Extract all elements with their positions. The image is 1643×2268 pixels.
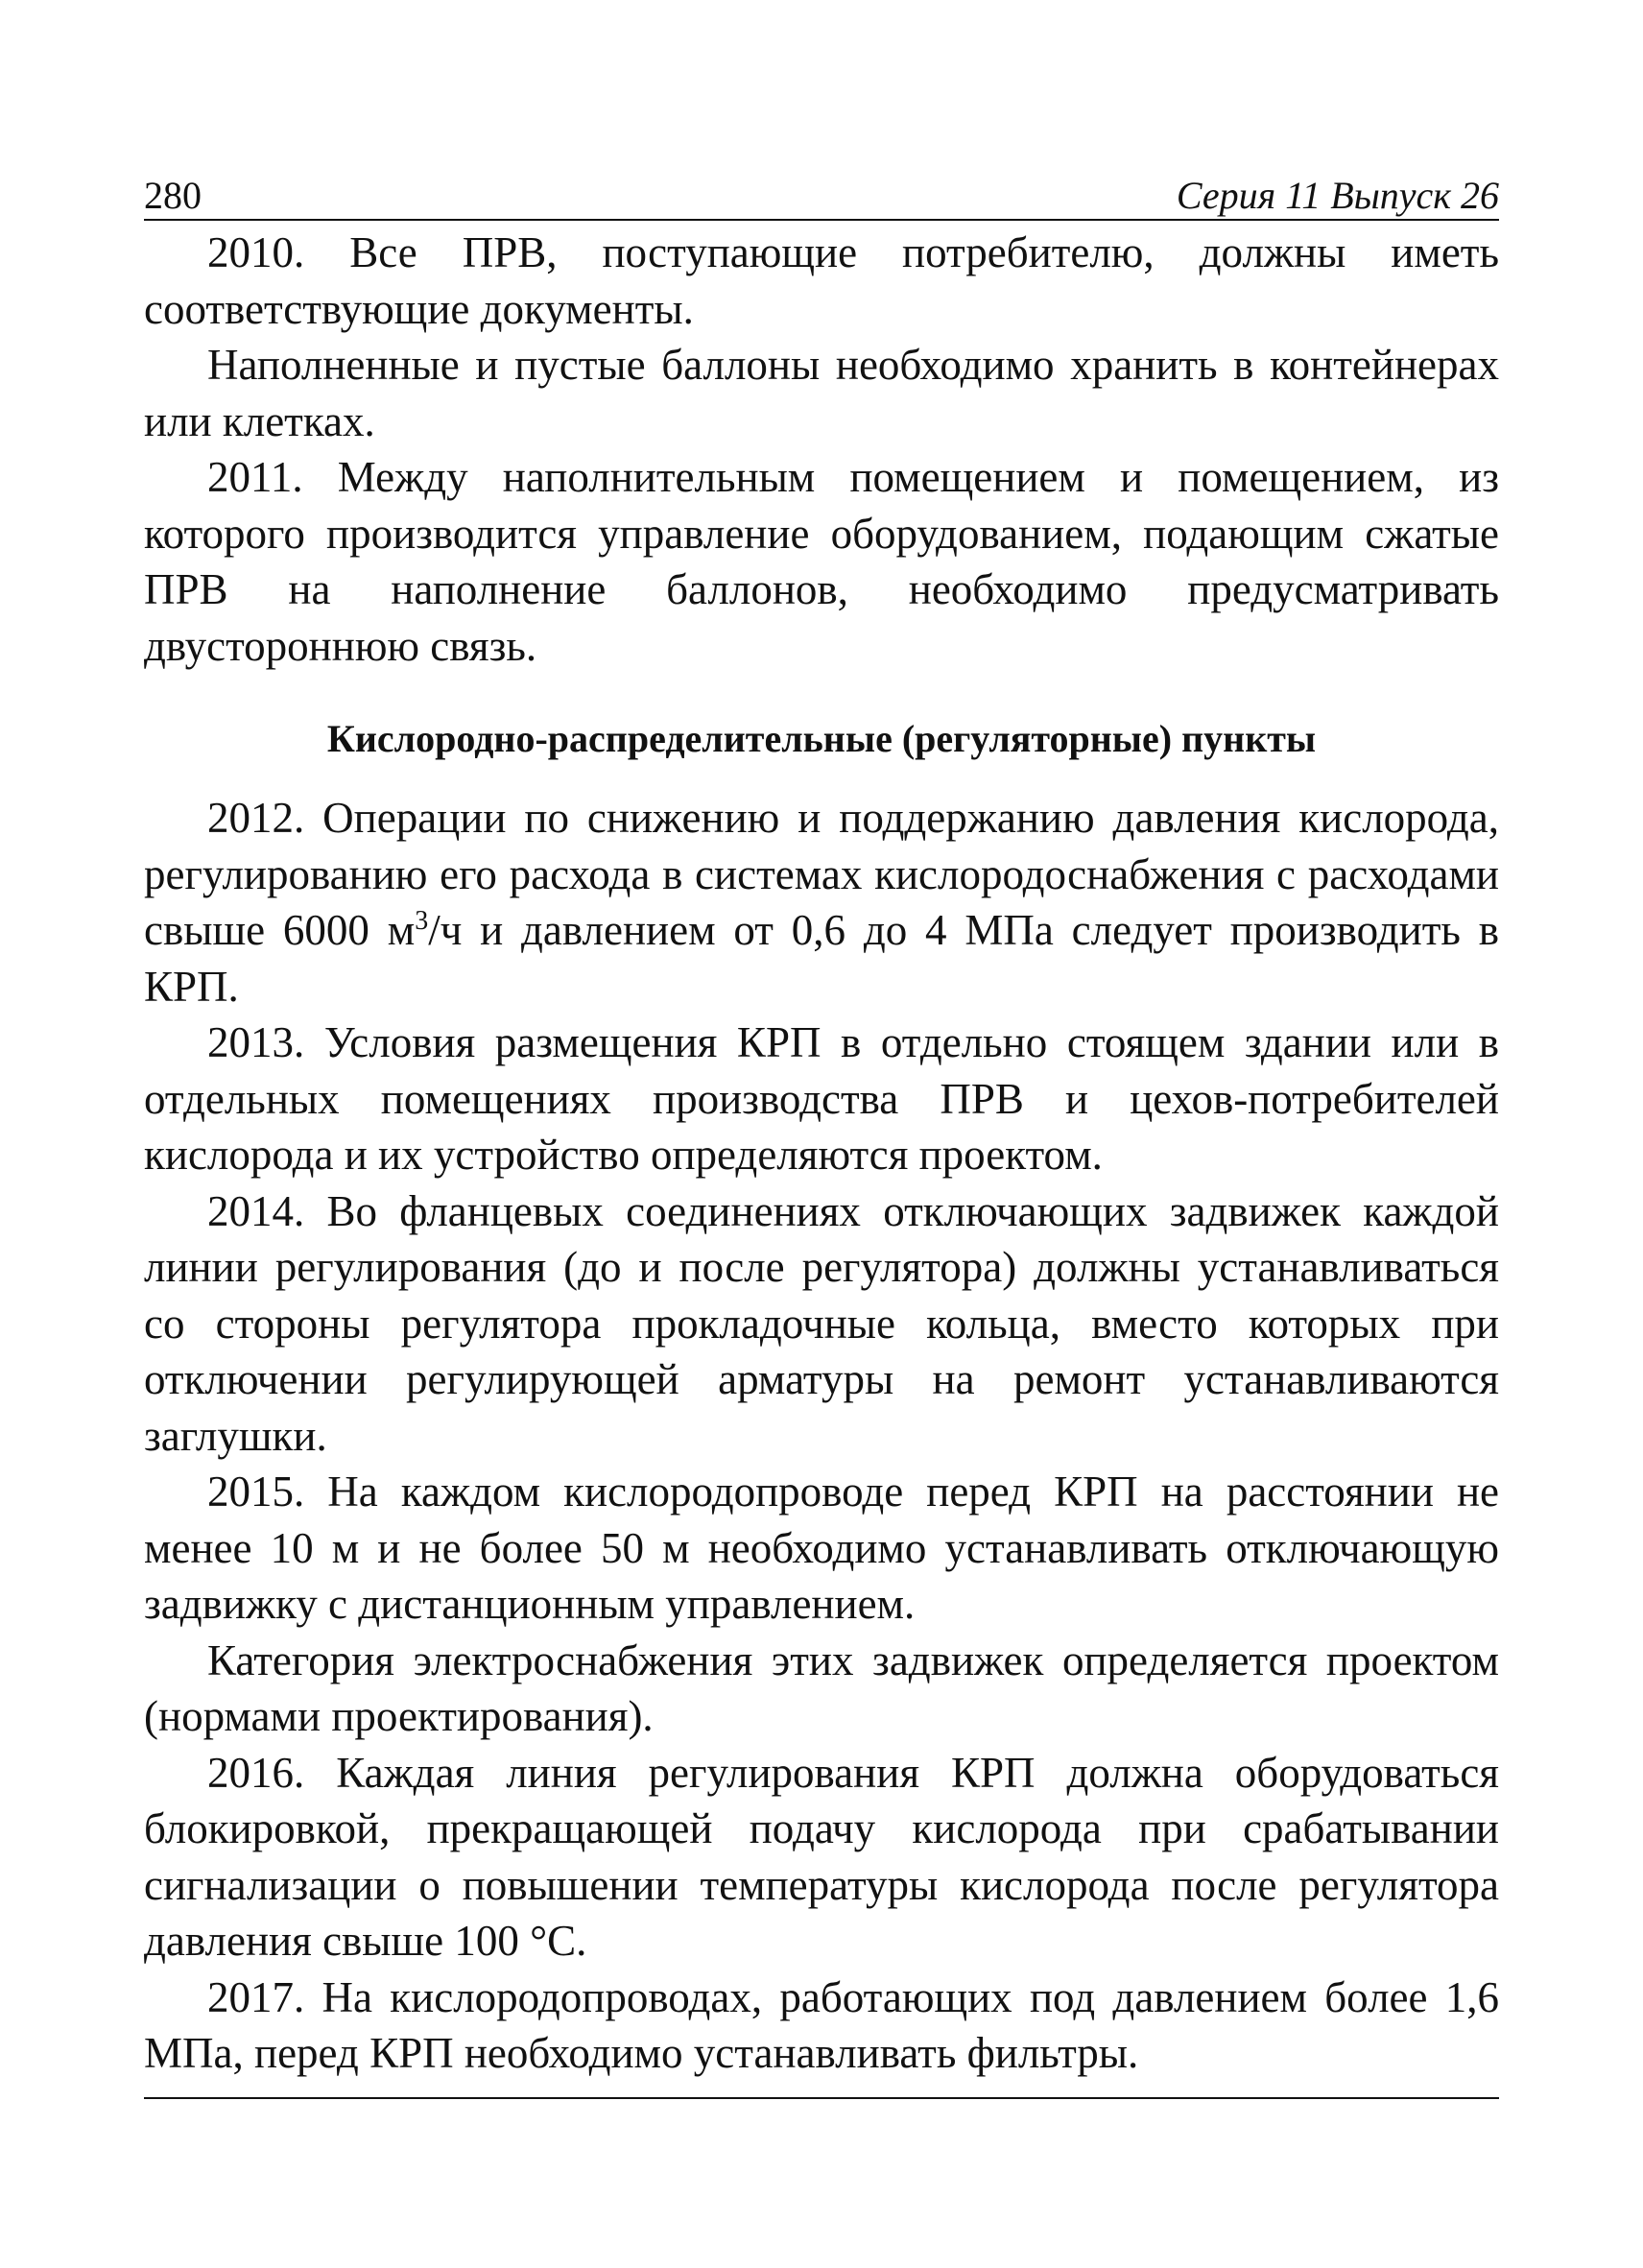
page-header: [144, 161, 1499, 221]
paragraph-2016: 2016. Каждая линия регулирования КРП должна оборудоваться блокировкой, прекращающей подачу кислорода при срабатывании сигнализации о повышении температуры кислорода после регулятора давления свыше 100 °С.: [144, 1748, 1499, 1965]
paragraph-2012-text-end: /ч и давлением от 0,6 до 4 МПа следует производить в КРП.: [144, 906, 1500, 1011]
paragraph-2011: 2011. Между наполнительным помещением и помещением, из которого производится управление оборудованием, подающим сжатые ПРВ на наполнение баллонов, необходимо предусматривать двустороннюю связь.: [144, 453, 1499, 670]
footer-rule: [144, 2097, 1499, 2099]
superscript-3: 3: [415, 906, 429, 936]
paragraph-2013: 2013. Условия размещения КРП в отдельно стоящем здании или в отдельных помещениях производства ПРВ и цехов-потребителей кислорода и их устройство определяются проектом.: [144, 1018, 1499, 1179]
paragraph-2015: 2015. На каждом кислородопроводе перед КРП на расстоянии не менее 10 м и не более 50 м необходимо устанавливать отключающую задвижку с дистанционным управлением.: [144, 1468, 1499, 1628]
series-title: Серия 11 Выпуск 26: [1176, 174, 1499, 217]
section-heading: Кислородно-распределительные (регуляторные) пункты: [326, 717, 1317, 760]
paragraph-2012: [144, 790, 1499, 1015]
paragraph-2012-text: 2012. Операции по снижению и поддержанию давления кислорода, регулированию его расхода в системах кислородоснабжения с расходами свыше 6000 м: [144, 794, 1499, 954]
paragraph-2014: 2014. Во фланцевых соединениях отключающих задвижек каждой линии регулирования (до и после регулятора) должны устанавливаться со стороны регулятора прокладочные кольца, вместо которых при отключении регулирующей арматуры на ремонт устанавливаются заглушки.: [144, 1186, 1499, 1460]
paragraph-2017: 2017. На кислородопроводах, работающих под давлением более 1,6 МПа, перед КРП необходимо устанавливать фильтры.: [144, 1972, 1499, 2077]
page-body: [144, 225, 1499, 2082]
page-number: 280: [144, 174, 202, 217]
document-page: [144, 161, 1499, 2082]
paragraph-2010-storage: Наполненные и пустые баллоны необходимо хранить в контейнерах или клетках.: [144, 341, 1499, 445]
paragraph-2010: 2010. Все ПРВ, поступающие потребителю, должны иметь соответствующие документы.: [144, 228, 1499, 333]
paragraph-2015-category: Категория электроснабжения этих задвижек определяется проектом (нормами проектирования).: [144, 1635, 1499, 1740]
